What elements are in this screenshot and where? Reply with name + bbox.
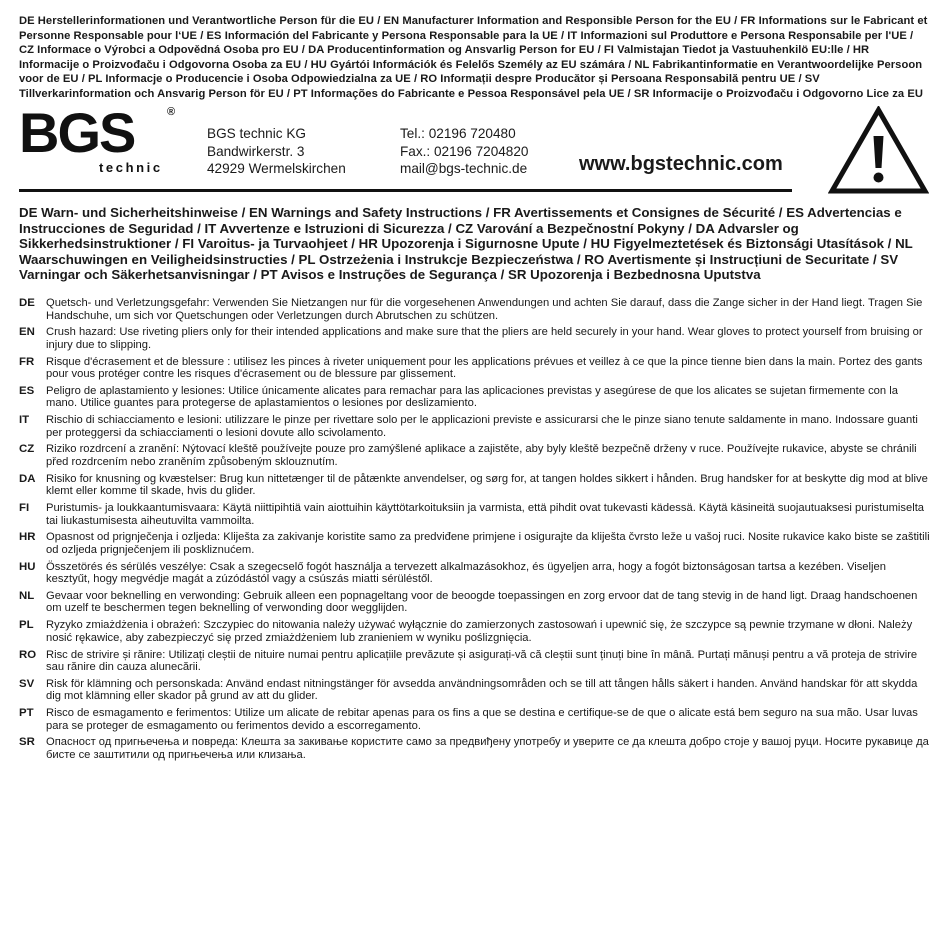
warning-item-es [19, 385, 931, 410]
warning-item-fr [19, 356, 931, 381]
language-code: DE [19, 297, 35, 309]
warning-item-cz [19, 443, 931, 468]
warning-text: Risque d'écrasement et de blessure : utilisez les pinces à riveter uniquement pour les applications prévues et veillez à ce que la pince tienne bien dans la main. Portez des gants pour vous protéger contre les risques d'écrasement ou de blessure par glissement. [46, 355, 923, 381]
company-contact [400, 125, 529, 178]
telephone: Tel.: 02196 720480 [400, 126, 516, 141]
language-code: FI [19, 502, 30, 515]
warning-text: Risc de strivire și rănire: Utilizați cleștii de nituire numai pentru aplicațiile prevăzute și asigurați-vă că cleștii sunt ținuți bine în mână. Purtați mănuși pentru a vă proteja de strivire sau rănire din cauza alunecării. [46, 648, 918, 674]
language-code: DA [19, 472, 36, 485]
logo-subtitle: technic [99, 160, 163, 175]
logo-wordmark: BGS [19, 101, 135, 164]
company-name: BGS technic KG [207, 126, 306, 141]
warning-text: Rischio di schiacciamento e lesioni: utilizzare le pinze per rivettare solo per le applicazioni previste e assicurarsi che le pinze siano tenute saldamente in mano. Indossare guanti per proteggersi da schiacciamenti o lesioni dovute allo scivolamento. [46, 414, 918, 439]
warning-item-pt [19, 707, 931, 732]
warning-item-en [19, 326, 931, 351]
warning-text: Opasnost od prignječenja i ozljeda: Kliješta za zakivanje koristite samo za predviđene primjene i osigurajte da kliješta čvrsto leže u vašoj ruci. Nosite rukavice kako biste se zaštitili od ozljeda prignječenjem ili poskliznućem. [46, 531, 930, 556]
warning-item-sr [19, 736, 931, 761]
warning-item-nl [19, 590, 931, 615]
language-code: EN [19, 326, 35, 339]
language-code: PL [19, 619, 34, 632]
warning-text: Peligro de aplastamiento y lesiones: Utilice únicamente alicates para remachar para las aplicaciones previstas y asegúrese de que los alicates se sujetan firmemente con la mano. Utilice guantes para protegerse de aplastamientos o lesiones por deslizamiento. [46, 384, 898, 410]
warning-text: Crush hazard: Use riveting pliers only for their intended applications and make sure that the pliers are held securely in your hand. Wear gloves to protect yourself from bruising or injury due to slipping. [46, 326, 923, 351]
warning-text: Puristumis- ja loukkaantumisvaara: Käytä niittipihtiä vain aiottuihin käyttötarkoituksiin ja varmista, että pihdit ovat tukevasti kädessä. Käytä käsineitä suojautuaksesi puristumiselta tai liukastumisesta aiheutuvilta vammoilta. [46, 502, 925, 527]
website-link[interactable]: www.bgstechnic.com [579, 153, 783, 175]
header-divider [19, 189, 792, 192]
warning-item-ro [19, 649, 931, 674]
fax: Fax.: 02196 7204820 [400, 143, 529, 159]
warning-item-sv [19, 678, 931, 703]
warning-text: Risiko for knusning og kvæstelser: Brug kun nittetænger til de påtænkte anvendelser, og sørg for, at tangen holdes sikkert i hånden. Brug handsker for at beskytte dig mod at blive klemt eller komme til skade, hvis du glider. [46, 472, 928, 498]
language-code: CZ [19, 443, 35, 456]
warning-item-pl [19, 619, 931, 644]
language-code: HU [19, 560, 36, 573]
warning-item-hr [19, 531, 931, 556]
language-code: IT [19, 414, 30, 427]
warning-text: Risk för klämning och personskada: Använd endast nitningstänger för avsedda användningsområden och se till att tången hålls säkert i handen. Använd handskar för att skydda dig mot klämning eller skador på grund av att du glider. [46, 677, 918, 703]
language-code: NL [19, 589, 35, 602]
bgs-logo [19, 101, 176, 178]
language-code: RO [19, 648, 37, 661]
warning-item-da [19, 473, 931, 498]
street: Bandwirkerstr. 3 [207, 143, 305, 159]
language-code: FR [19, 355, 35, 368]
warning-text: Quetsch- und Verletzungsgefahr: Verwenden Sie Nietzangen nur für die vorgesehenen Anwendungen und achten Sie darauf, dass die Zange sicher in der Hand liegt. Tragen Sie Handschuhe, um sich vor Quetschungen oder Verletzungen durch Abrutschen zu schützen. [46, 297, 923, 322]
warning-text: Risco de esmagamento e ferimentos: Utilize um alicate de rebitar apenas para os fins a que se destina e certifique-se de que o alicate está bem seguro na sua mão. Usar luvas para se proteger de esmagamento ou ferimentos devido a escorregamento. [46, 707, 918, 732]
warning-text: Опасност од пригњечења и повреда: Клешта за закивање користите само за предвиђену употребу и уверите се да клешта добро стоје у вашој руци. Носите рукавице да бисте се заштитили од пригњечења или клизања. [46, 736, 929, 761]
warning-triangle-icon [828, 106, 929, 195]
warnings-list [19, 297, 931, 766]
warning-text: Riziko rozdrcení a zranění: Nýtovací kleště používejte pouze pro zamýšlené aplikace a zajistěte, aby byly kleště bezpečně drženy v ruce. Používejte rukavice, abyste se chránili před rozdrcením nebo zraněním způsobeným sklouznutím. [46, 443, 917, 468]
warning-text: Ryzyko zmiażdżenia i obrażeń: Szczypiec do nitowania należy używać wyłącznie do zamierzonych zastosowań i upewnić się, że szczypce są pewnie trzymane w dłoni. Należy nosić rękawice, aby zabezpieczyć się przed zmiażdżeniem lub zranieniem w wyniku poślizgnięcia. [46, 619, 913, 644]
language-code: HR [19, 531, 36, 544]
language-code: SR [19, 736, 35, 749]
warning-text: Gevaar voor beknelling en verwonding: Gebruik alleen een popnageltang voor de beoogde toepassingen en zorg ervoor dat de tang stevig in de hand ligt. Draag handschoenen om uzelf te beschermen tegen beknelling of verwonding door wegglijden. [46, 589, 918, 615]
email: mail@bgs-technic.de [400, 161, 528, 176]
warning-item-hu [19, 561, 931, 586]
registered-mark: ® [167, 106, 176, 118]
warning-item-it [19, 414, 931, 439]
warning-item-de [19, 297, 931, 322]
manufacturer-info-heading: DE Herstellerinformationen und Verantwortliche Person für die EU / EN Manufacturer Information and Responsible Person for the EU / FR Informations sur le Fabricant et Personne Responsable pour l‘UE / ES Información del Fabricante y Persona Responsable para la UE / IT Informazioni sul Produttore e Persona Responsabile per l'UE / CZ Informace o Výrobci a Odpovědná Osoba pro EU / DA Producentinformation og Ansvarlig Person for EU / FI Valmistajan Tiedot ja Vastuuhenkilö EU:lle / HR Informacije o Proizvođaču i Odgovorna Osoba za EU / HU Gyártói Információk és Felelős Személy az EU számára / NL Fabrikantinformatie en Verantwoordelijke Persoon voor de EU / PL Informacje o Producencie i Osoba Odpowiedzialna za UE / RO Informații despre Producător și Persoana Responsabilă pentru UE / SV Tillverkarinformation och Ansvarig Person för EU / PT Informações do Fabricante e Pessoa Responsável pela UE / SR Informacije o Proizvođaču i Odgovorno Lice za EU [19, 15, 928, 100]
language-code: ES [19, 384, 35, 397]
company-address [207, 125, 346, 178]
language-code: SV [19, 677, 35, 690]
safety-instructions-heading: DE Warn- und Sicherheitshinweise / EN Warnings and Safety Instructions / FR Avertissements et Consignes de Sécurité / ES Advertencias e Instrucciones de Seguridad / IT Avvertenze e Istruzioni di Sicurezza / CZ Varování a Bezpečnostní Pokyny / DA Advarsler og Sikkerhedsinstruktioner / FI Varoitus- ja Turvaohjeet / HR Upozorenja i Sigurnosne Upute / HU Figyelmeztetések és Biztonsági Utasítások / NL Waarschuwingen en Veiligheidsinstructies / PL Ostrzeżenia i Instrukcje Bezpieczeństwa / RO Avertismente și Instrucțiuni de Securitate / SV Varningar och Säkerhetsanvisningar / PT Avisos e Instruções de Segurança / SR Upozorenja i Bezbednosna Uputstva [19, 205, 913, 283]
language-code: PT [19, 707, 34, 720]
city: 42929 Wermelskirchen [207, 161, 346, 176]
warning-item-fi [19, 502, 931, 527]
warning-text: Összetörés és sérülés veszélye: Csak a szegecselő fogót használja a tervezett alkalmazásokhoz, és ügyeljen arra, hogy a fogót biztonságosan tartsa a kezében. Viseljen kesztyűt, hogy megvédje magát a zúzódástól vagy a csúszás miatti sérüléstől. [46, 560, 886, 586]
